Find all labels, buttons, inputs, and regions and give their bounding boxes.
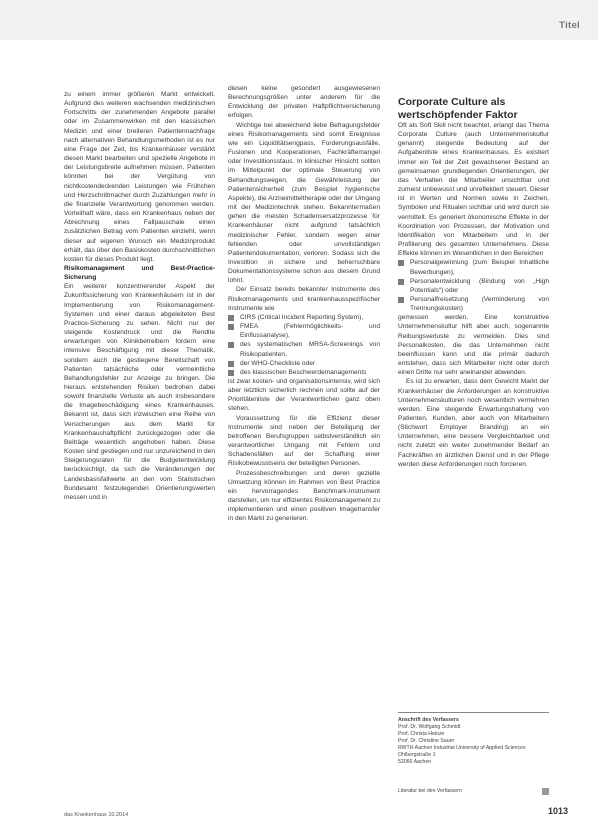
author-line: Prof. Christa Heinze <box>398 731 445 737</box>
author-line: RWTH Aachen Industrial University of Applied Sciences <box>398 745 526 751</box>
bullet-square-icon <box>228 370 234 376</box>
paragraph: Ein weiterer konzentrierender Aspekt der Zukunftssicherung von Krankenhäusern ist in der Implementierung von Risikomanagement-Systemen und einer daraus abgeleiteten Best Practice-Sicherung zu sehen. Nicht nur der steigende Kostendruck und die Rendite erwartungen von Klinikbetreibern fordern eine intensive Beschäftigung mit dieser Thematik, sondern auch die gestiegene Bereitschaft von Patienten tatsächliche oder vermeintliche Behandlungsfehler zur Anzeige zu bringen. Die hieraus entstehenden Risiken bedrohen dabei sowohl finanzielle Verluste als auch insbesondere die Imagebeschädigung eines Krankenhauses. Bekannt ist, dass sich inzwischen eine Reihe von Versicherungen aus dem Markt für Krankenhaushaftpflicht zurückgezogen oder die Beiträge wesentlich angehoben haben. Diese Kosten sind gestiegen und nur unzureichend in den Steigerungsraten für die Budgetentwicklung berücksichtigt, da sich die Veränderungen der Landesbasisfallwerte an den vom Statistischen Bundesamt festzulegenden Orientierungswerten messen und in <box>64 283 215 501</box>
paragraph: Wichtige bei abweichend liebe Befragungsfelder eines Risikomanagements sind somit Ereignisse wie ein Liquiditätsengpass, Forderungsausfälle, Fusionen und Kooperationen, Fachkräftemangel oder Investitionsstaus. In klinischer Hinsicht sollten im Mittelpunkt der optimale Steuerung von Behandlungswegen, die Gewährleistung der Patientensicherheit (zum Beispiel hygienische Aspekte), die Arzneimitteltherapie oder der Umgang mit der Medizintechnik stehen. Bekanntermaßen gehen die meisten Schadensersatzprozesse für Krankenhäuser nicht aufgrund tatsächlich medizinischer Fehler, sondern wegen einer fehlenden oder unvollständigen Patientendokumentation, verloren. Sodass sich die Investition in sichere und beherrschbare Dokumentationssysteme schon aus diesem Grund lohnt. <box>228 121 380 285</box>
author-line: Prof. Dr. Christine Sauer <box>398 738 455 744</box>
author-note-title: Anschrift des Verfassers <box>398 717 459 723</box>
paragraph: Prozessbeschreibungen und deren gezielte Umsetzung können im Rahmen von Best Practice ein hervorragendes Benchmark-Instrument darstellen, um nur effizientes Risikomanagement zu implementieren und einen positiven Imagetransfer in den Markt zu generieren. <box>228 469 380 523</box>
column-1 <box>64 90 215 502</box>
paragraph: Oft als Soft Skill nicht beachtet, erlangt das Thema Corporate Culture (auch Unternehmenskultur genannt) steigende Bedeutung auf der Aufgabenliste eines Krankenhauses. Es existiert immer ein Teil der Zeit gewachsener Bestand an gemeinsamen grundlegenden Orientierungen, der das Verhalten der Mitarbeiter unsichtbar und zumeist unbewusst und unreflektiert steuert. Dieser ist in Werten und Normen sowie in Zeichen, Symbolen und Ritualen sichtbar und wird durch sie vermittelt. Es generiert ökonomische Effekte in der Koordination von Prozessen, der Motivation und Identifikation von Mitarbeitern und in der Profilierung des gesamten Unternehmens. Diese Effekte können im Wesentlichen in den Bereichen <box>398 122 549 258</box>
paragraph: ist zwar kosten- und organisationsintensiv, wird sich aber letztlich sicherlich rechnen und sollte auf der Prioritätenliste der Verantwortlichen ganz oben stehen. <box>228 378 380 413</box>
bullet-list <box>228 313 380 377</box>
list-item: Personalfreisetzung (Verminderung von Trennungskosten) <box>398 295 549 313</box>
bullet-square-icon <box>398 260 404 266</box>
paragraph: diesen keine gesondert ausgewiesenen Berechnungsgrößen unter anderem für die Entwicklung der privaten Haftpflichtversicherung erfolgen. <box>228 85 380 120</box>
paragraph: zu einem immer größeren Markt entwickelt. Aufgrund des weiteren wachsenden medizinischen Fortschritts der zunehmenden Angebote parallel oder im Zusammenwirken mit den klassischen Medizin und einer breiteren Patientennachfrage nach alternativen Behandlungsmethoden ist es nur eine Frage der Zeit, bis Krankenhäuser verstärkt diesen Markt bearbeiten und spezielle Angebote in der Leistungsbreite aufnehmen müssen. Patienten könnten bei der Vergütung von nichtkostendeckenden Leistungen wie Frühchen und Herzschrittmacher durch Zuzahlungen mehr in die finanzielle Verantwortung genommen werden. Vorteilhaft wäre, dass ein Krankenhaus neben der Abrechnung eines Fallpauschale einen zusätzlichen Betrag vom Patienten einzieht, wenn dieser auf eigenen Wunsch ein Medizinprodukt erhält, das über den Basiskosten durchschnittlichen kosten für dieses Produkt liegt. <box>64 91 215 263</box>
literature-note <box>398 788 549 794</box>
paragraph: gemessen werden. Eine konstruktive Unternehmenskultur hilft aber auch, sogenannte Reibungsverluste zu vermeiden. Dies sind Personalkosten, die das Unternehmen nicht beeinflussen kann und die primär dadurch entstehen, dass sich Mitarbeiter nicht oder durch einen Dritte nur sehr aneinander abwenden. <box>398 314 549 377</box>
list-item: Personalentwicklung (Bindung von „High Potentials“) oder <box>398 277 549 295</box>
list-item: CIRS (Critical Incident Reporting System), <box>228 313 380 322</box>
bullet-square-icon <box>228 315 234 321</box>
paragraph: Der Einsatz bereits bekannter Instrumente des Risikomanagements und krankenhausspezifischer Instrumente wie <box>228 286 380 312</box>
bullet-square-icon <box>228 361 234 367</box>
author-note <box>398 712 549 766</box>
author-line: Ohlbergstraße 1 <box>398 752 436 758</box>
section-label: Titel <box>559 20 580 31</box>
list-item: des klassischen Beschwerdemanagements <box>228 368 380 377</box>
bullet-square-icon <box>398 279 404 285</box>
bullet-square-icon <box>228 324 234 330</box>
subheading: Risikomanagement und Best-Practice-Sicherung <box>64 264 215 282</box>
author-line: 52066 Aachen <box>398 759 432 765</box>
list-item: Personalgewinnung (zum Beispiel Inhaltliche Bewerbungen), <box>398 258 549 276</box>
bullet-square-icon <box>228 342 234 348</box>
list-item: des systematischen MRSA-Screenings von Risikopatienten, <box>228 340 380 358</box>
bullet-square-icon <box>398 297 404 303</box>
paragraph: Voraussetzung für die Effizienz dieser Instrumente sind neben der Beteiligung der betroffenen Berufsgruppen selbstverständlich ein verantwortlicher Umgang mit Fehlern und Schadensfällen auf der Schaffung einer Risikobewusstseins der beteiligten Personen. <box>228 414 380 468</box>
author-line: Prof. Dr. Wolfgang Schmidt <box>398 724 461 730</box>
page-number: 1013 <box>547 806 568 816</box>
section-title: Corporate Culture als wertschöpfender Faktor <box>398 96 518 121</box>
list-item: der WHO-Checkliste oder <box>228 359 380 368</box>
paragraph: Es ist zu erwarten, dass dem Gewicht Markt der Krankenhäuser die Anforderungen an konstruktive Unternehmenskulturen noch wesentlich vermehren werden. Eine steigende Erwartungshaltung von Patienten, Kunden, aber auch von Mitarbeitern (Stichwort Employer Branding) an ein Unternehmen, eine bessere Vergleichbarkeit und nicht zuletzt ein weiter zunehmender Bedarf an Fachkräften im ärztlichen Dienst und in der Pflege werden diese Anforderungen noch forcieren. <box>398 378 549 468</box>
column-2 <box>228 84 380 524</box>
literature-note-text: Literatur bei den Verfassern <box>398 788 462 794</box>
column-3 <box>398 96 549 469</box>
header-bar <box>0 0 598 40</box>
end-mark-icon <box>542 788 549 795</box>
footer-issue: das Krankenhaus 10.2014 <box>64 812 129 818</box>
bullet-list <box>398 258 549 313</box>
list-item: FMEA (Fehlermöglichkeits- und Einflussanalyse), <box>228 322 380 340</box>
